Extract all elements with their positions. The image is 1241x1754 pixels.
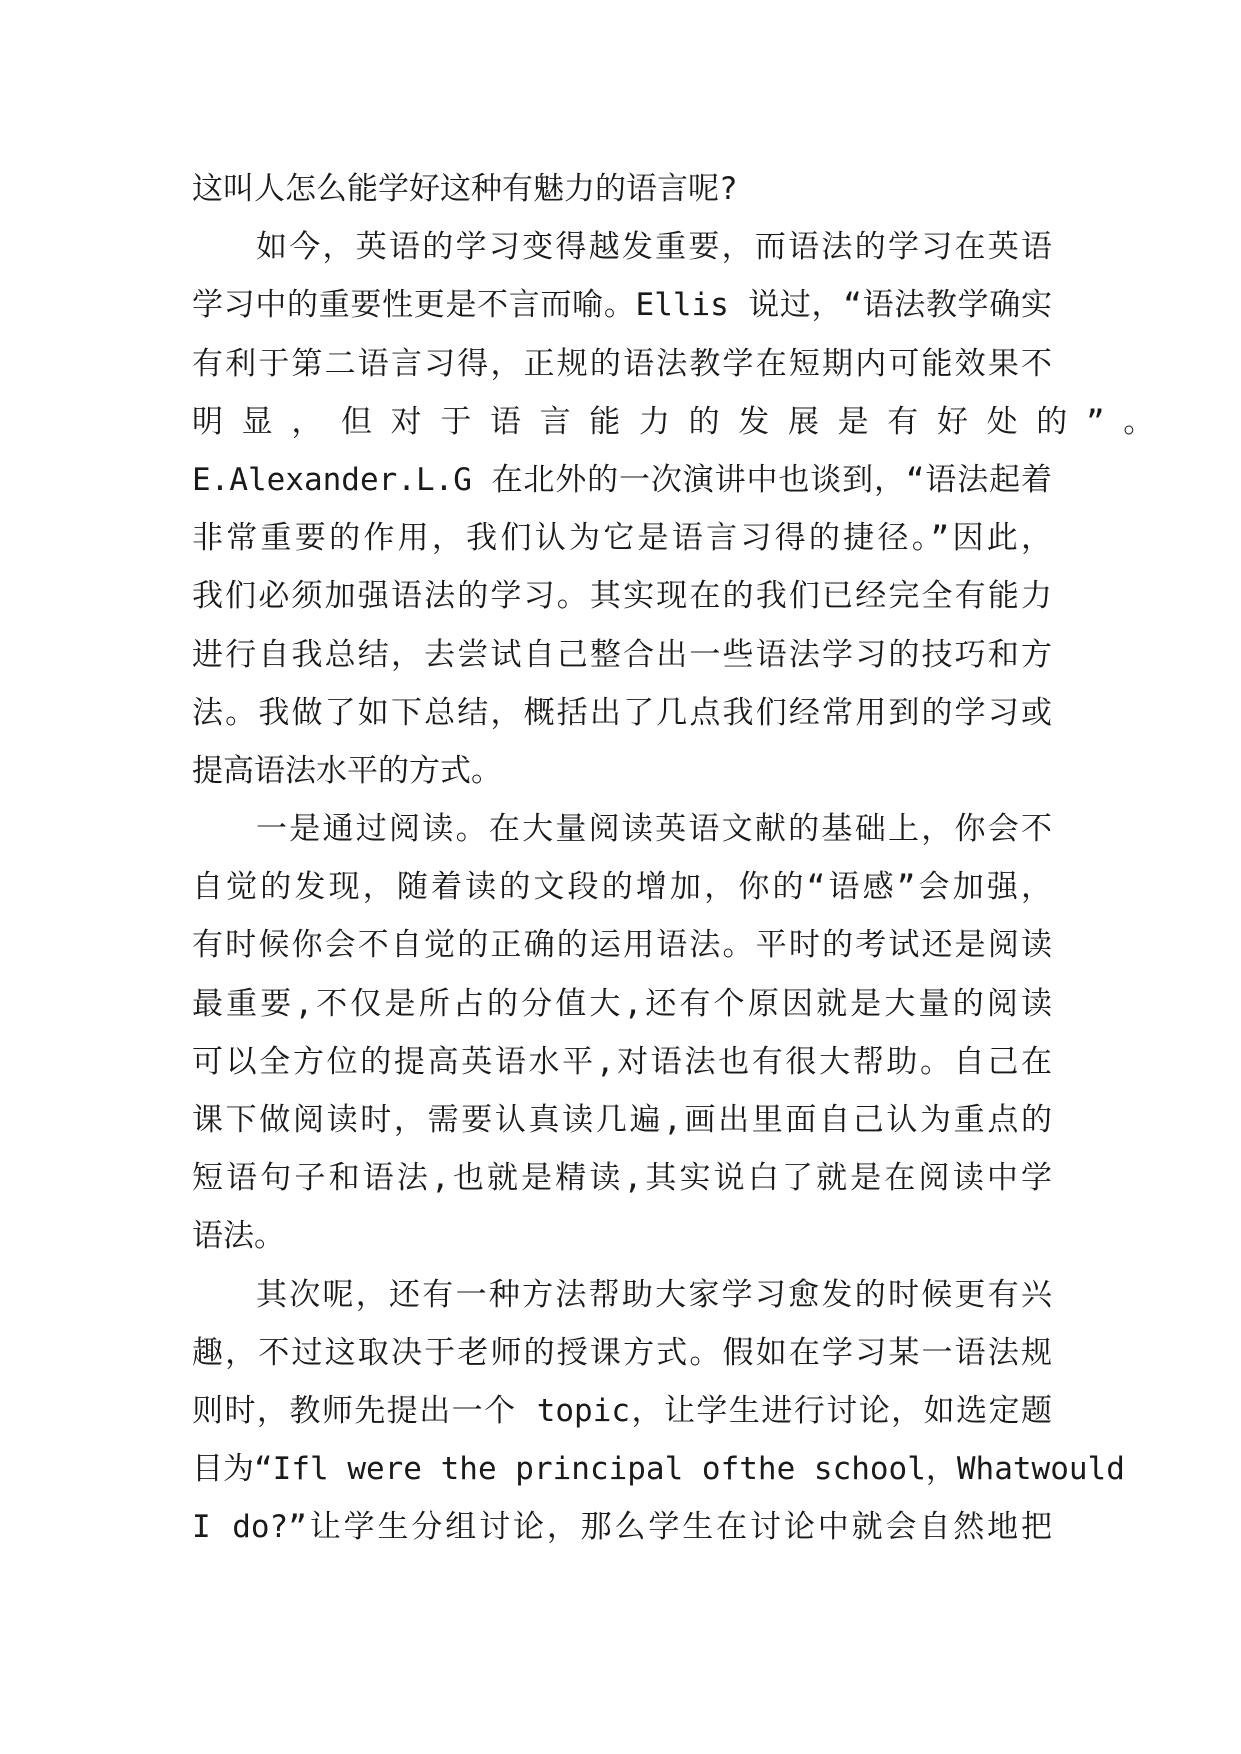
text-line: 其次呢，还有一种方法帮助大家学习愈发的时候更有兴: [256, 1276, 1052, 1313]
text-line: 趣，不过这取决于老师的授课方式。假如在学习某一语法规: [192, 1334, 1052, 1371]
text-line: 自觉的发现，随着读的文段的增加，你的“语感”会加强，: [192, 869, 1052, 906]
text-line: 短语句子和语法,也就是精读,其实说白了就是在阅读中学: [192, 1160, 1052, 1197]
text-line: 有利于第二语言习得，正规的语法教学在短期内可能效果不: [192, 345, 1052, 382]
text-line: 语法。: [192, 1218, 285, 1255]
text-line: 提高语法水平的方式。: [192, 752, 502, 789]
text-line: 目为“Ifl were the principal ofthe school，Whatwould: [192, 1451, 1125, 1488]
text-line: 有时候你会不自觉的正确的运用语法。平时的考试还是阅读: [192, 927, 1052, 964]
text-line: E.Alexander.L.G 在北外的一次演讲中也谈到，“语法起着: [192, 461, 1052, 498]
text-line: I do?”让学生分组讨论，那么学生在讨论中就会自然地把: [192, 1509, 1052, 1546]
text-line: 明 显 ， 但 对 于 语 言 能 力 的 发 展 是 有 好 处 的 ” 。: [192, 403, 1155, 440]
text-line: 学习中的重要性更是不言而喻。Ellis 说过，“语法教学确实: [192, 287, 1052, 324]
text-line: 我们必须加强语法的学习。其实现在的我们已经完全有能力: [192, 578, 1052, 615]
text-line: 则时，教师先提出一个 topic，让学生进行讨论，如选定题: [192, 1392, 1052, 1429]
text-line: 课下做阅读时，需要认真读几遍,画出里面自己认为重点的: [192, 1102, 1052, 1138]
text-line: 如今，英语的学习变得越发重要，而语法的学习在英语: [256, 229, 1052, 266]
text-line: 非常重要的作用，我们认为它是语言习得的捷径。”因此，: [192, 520, 1052, 557]
text-line: 法。我做了如下总结，概括出了几点我们经常用到的学习或: [192, 694, 1052, 731]
text-line: 一是通过阅读。在大量阅读英语文献的基础上，你会不: [256, 811, 1052, 848]
body-text: [192, 160, 1155, 1557]
text-line: 进行自我总结，去尝试自己整合出一些语法学习的技巧和方: [192, 636, 1052, 673]
text-line: 可以全方位的提高英语水平,对语法也有很大帮助。自己在: [192, 1043, 1052, 1080]
text-line: 这叫人怎么能学好这种有魅力的语言呢?: [192, 171, 738, 207]
text-line: 最重要,不仅是所占的分值大,还有个原因就是大量的阅读: [192, 985, 1052, 1022]
